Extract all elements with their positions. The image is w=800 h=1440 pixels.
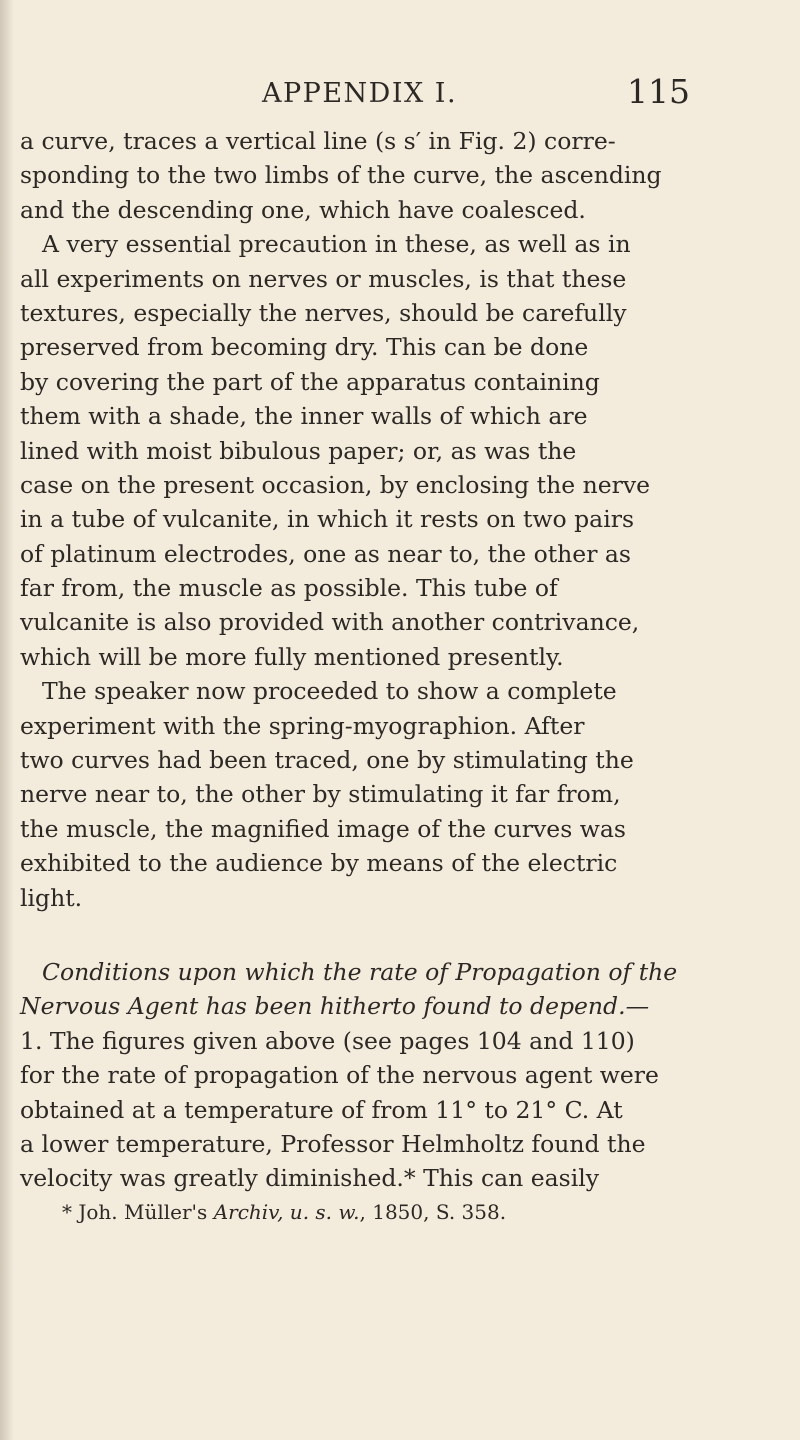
text-line: exhibited to the audience by means of the electric [20, 849, 618, 878]
text-line: a curve, traces a vertical line (s s′ in Fig. 2) corre- [20, 127, 616, 155]
paragraph-experiment [20, 674, 692, 915]
text-line: which will be more fully mentioned presently. [20, 642, 564, 671]
page-number: 115 [627, 72, 690, 111]
text-line: The speaker now proceeded to show a complete [42, 677, 617, 706]
text-line: obtained at a temperature of from 11° to 21° C. At [20, 1095, 623, 1124]
text-line: a lower temperature, Professor Helmholtz found the [20, 1129, 646, 1158]
footnote-marker: * Joh. Müller's [62, 1199, 214, 1224]
text-line: of platinum electrodes, one as near to, the other as [20, 539, 631, 568]
section-heading [20, 955, 692, 1024]
text-line: far from, the muscle as possible. This tube of [20, 574, 558, 603]
text-line: two curves had been traced, one by stimulating the [20, 746, 634, 775]
heading-line: Nervous Agent has been hitherto found to depend.— [20, 992, 650, 1021]
text-line: experiment with the spring-myographion. After [20, 711, 585, 740]
text-line: light. [20, 883, 83, 912]
footnote-rest: , 1850, S. 358. [359, 1199, 507, 1224]
text-line: preserved from becoming dry. This can be done [20, 333, 589, 362]
text-line: all experiments on nerves or muscles, is that these [20, 264, 627, 293]
heading-line: Conditions upon which the rate of Propagation of the [42, 957, 678, 986]
text-line: for the rate of propagation of the nervous agent were [20, 1061, 659, 1090]
text-line: lined with moist bibulous paper; or, as was the [20, 436, 577, 465]
text-line: 1. The figures given above (see pages 104 and 110) [20, 1026, 635, 1055]
text-line: A very essential precaution in these, as well as in [42, 230, 631, 259]
footnote [20, 1196, 692, 1228]
footnote-source: Archiv, u. s. w. [213, 1199, 360, 1224]
text-line: case on the present occasion, by enclosing the nerve [20, 470, 651, 499]
gutter-shadow [0, 0, 14, 1440]
page-header [0, 72, 800, 116]
text-line: in a tube of vulcanite, in which it rests on two pairs [20, 505, 635, 534]
text-line: by covering the part of the apparatus containing [20, 367, 600, 396]
body-text [20, 124, 692, 1228]
text-line: them with a shade, the inner walls of which are [20, 402, 588, 431]
running-head: APPENDIX I. [262, 78, 458, 109]
text-line: and the descending one, which have coalesced. [20, 195, 586, 224]
text-line: velocity was greatly diminished.* This can easily [20, 1164, 600, 1193]
text-line: the muscle, the magnified image of the curves was [20, 814, 626, 843]
text-line: vulcanite is also provided with another contrivance, [20, 608, 640, 637]
paragraph-temperature [20, 1024, 692, 1196]
text-line: textures, especially the nerves, should be carefully [20, 298, 627, 327]
section-gap [20, 915, 692, 955]
paragraph-continuation [20, 124, 692, 227]
text-line: sponding to the two limbs of the curve, the ascending [20, 161, 662, 190]
text-line: nerve near to, the other by stimulating it far from, [20, 780, 621, 809]
paragraph-precaution [20, 227, 692, 674]
